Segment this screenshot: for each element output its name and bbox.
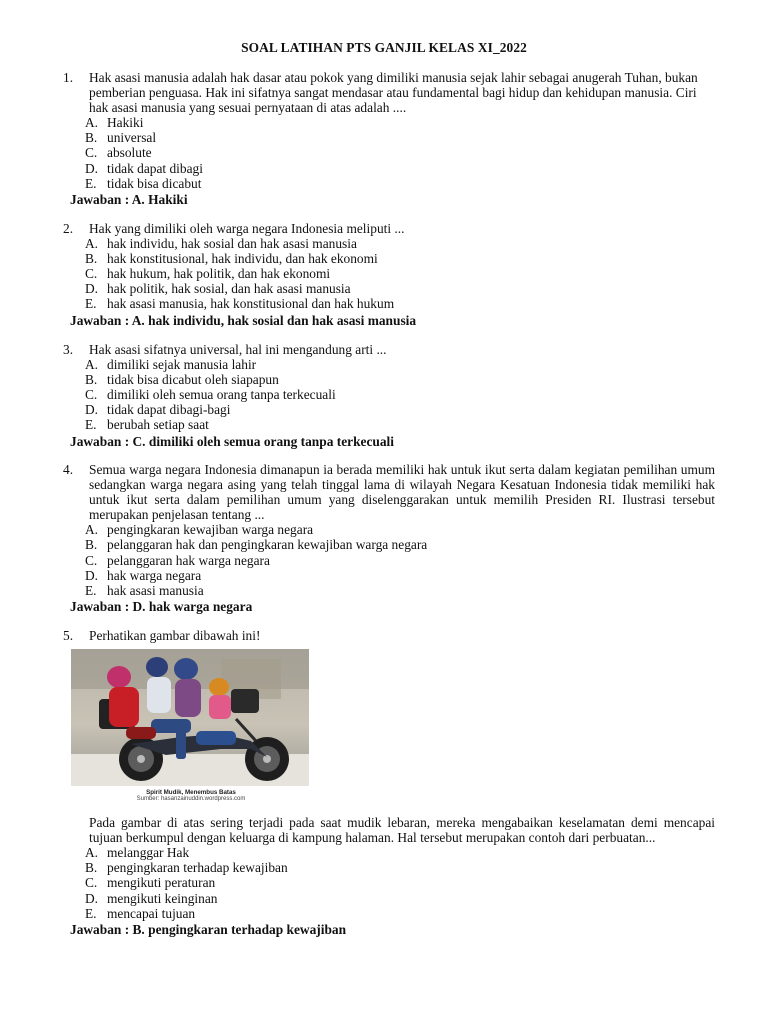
option-text: tidak bisa dicabut xyxy=(107,175,202,191)
option-d xyxy=(85,402,715,417)
option-text: pengingkaran terhadap kewajiban xyxy=(107,860,288,876)
options-list xyxy=(85,357,715,432)
option-text: pelanggaran hak dan pengingkaran kewajiban warga negara xyxy=(107,537,428,553)
option-text: pengingkaran kewajiban warga negara xyxy=(107,522,314,538)
option-e xyxy=(85,906,715,921)
option-c xyxy=(85,145,715,160)
question-number: 3. xyxy=(63,342,74,357)
option-letter: B. xyxy=(85,860,98,876)
option-a xyxy=(85,522,715,537)
question-2 xyxy=(63,221,715,328)
option-text: dimiliki sejak manusia lahir xyxy=(107,357,257,373)
option-letter: C. xyxy=(85,145,98,161)
option-c xyxy=(85,553,715,568)
option-d xyxy=(85,281,715,296)
option-letter: C. xyxy=(85,552,98,568)
question-text-continued: Pada gambar di atas sering terjadi pada saat mudik lebaran, mereka mengabaikan keselamatan demi mencapai tujuan berkumpul dengan keluarga di kampung halaman. Hal tersebut merupakan contoh dari perbuatan... xyxy=(89,815,715,846)
question-text: Hak asasi sifatnya universal, hal ini mengandung arti ... xyxy=(89,342,387,357)
options-list xyxy=(85,522,715,597)
option-letter: D. xyxy=(85,402,99,418)
question-number: 1. xyxy=(63,70,74,85)
option-letter: B. xyxy=(85,251,98,267)
option-c xyxy=(85,875,715,890)
question-text: Hak asasi manusia adalah hak dasar atau pokok yang dimiliki manusia sejak lahir sebagai anugerah Tuhan, bukan pemberian penguasa. Hak ini sifatnya sangat mendasar atau fundamental bagi hidup dan kehidupan manusia. Ciri hak asasi manusia yang sesuai pernyataan di atas adalah .... xyxy=(89,70,698,116)
question-1 xyxy=(63,70,715,207)
option-text: pelanggaran hak warga negara xyxy=(107,552,270,568)
option-text: Hakiki xyxy=(107,115,144,131)
answer-key: Jawaban : D. hak warga negara xyxy=(70,598,253,614)
document-title: SOAL LATIHAN PTS GANJIL KELAS XI_2022 xyxy=(241,40,527,55)
question-number: 4. xyxy=(63,462,74,477)
figure-source: Sumber: hasanzainuddin.wordpress.com xyxy=(136,796,246,803)
option-letter: D. xyxy=(85,160,99,176)
option-letter: A. xyxy=(85,115,99,131)
question-text: Hak yang dimiliki oleh warga negara Indonesia meliputi ... xyxy=(89,221,405,236)
question-figure xyxy=(71,649,311,803)
option-e xyxy=(85,176,715,191)
option-b xyxy=(85,860,715,875)
option-letter: B. xyxy=(85,130,98,146)
option-letter: E. xyxy=(85,582,97,598)
option-b xyxy=(85,537,715,552)
options-list xyxy=(85,845,715,920)
option-text: absolute xyxy=(107,145,152,161)
option-letter: D. xyxy=(85,890,99,906)
option-letter: C. xyxy=(85,266,98,282)
option-e xyxy=(85,296,715,311)
option-letter: E. xyxy=(85,905,97,921)
option-letter: E. xyxy=(85,296,97,312)
option-b xyxy=(85,251,715,266)
option-c xyxy=(85,387,715,402)
option-text: hak politik, hak sosial, dan hak asasi manusia xyxy=(107,281,351,297)
option-text: hak asasi manusia xyxy=(107,582,204,598)
option-text: mengikuti keinginan xyxy=(107,890,218,906)
answer-key: Jawaban : A. hak individu, hak sosial dan hak asasi manusia xyxy=(70,312,417,328)
answer-key: Jawaban : C. dimiliki oleh semua orang tanpa terkecuali xyxy=(70,433,394,449)
option-c xyxy=(85,266,715,281)
option-b xyxy=(85,372,715,387)
question-3 xyxy=(63,342,715,449)
option-e xyxy=(85,583,715,598)
option-text: melanggar Hak xyxy=(107,845,190,861)
option-b xyxy=(85,130,715,145)
answer-key: Jawaban : A. Hakiki xyxy=(70,191,188,207)
option-text: hak konstitusional, hak individu, dan hak ekonomi xyxy=(107,251,378,267)
question-number: 5. xyxy=(63,628,74,643)
option-text: hak individu, hak sosial dan hak asasi manusia xyxy=(107,236,357,252)
option-letter: B. xyxy=(85,372,98,388)
option-letter: A. xyxy=(85,845,99,861)
option-text: universal xyxy=(107,130,157,146)
option-text: mencapai tujuan xyxy=(107,905,196,921)
option-d xyxy=(85,161,715,176)
question-text: Semua warga negara Indonesia dimanapun ia berada memiliki hak untuk ikut serta dalam kegiatan pemilihan umum sedangkan warga negara asing yang telah tinggal lama di wilayah Negara Kesatuan Indonesia tidak memiliki hak untuk ikut serta dalam pemilihan umum yang diselenggarakan untuk memilih Presiden RI. Ilustrasi tersebut merupakan penjelasan tentang ... xyxy=(89,462,715,523)
options-list xyxy=(85,236,715,311)
option-a xyxy=(85,236,715,251)
option-letter: A. xyxy=(85,357,99,373)
options-list xyxy=(85,115,715,190)
option-text: hak warga negara xyxy=(107,567,202,583)
figure-caption: Spirit Mudik, Menembus Batas xyxy=(146,789,236,797)
option-a xyxy=(85,845,715,860)
option-letter: D. xyxy=(85,281,99,297)
motorcycle-family-photo xyxy=(71,649,309,786)
option-letter: D. xyxy=(85,567,99,583)
option-e xyxy=(85,417,715,432)
answer-key: Jawaban : B. pengingkaran terhadap kewajiban xyxy=(70,921,347,937)
option-letter: B. xyxy=(85,537,98,553)
option-letter: E. xyxy=(85,417,97,433)
option-letter: A. xyxy=(85,236,99,252)
option-text: berubah setiap saat xyxy=(107,417,209,433)
option-letter: A. xyxy=(85,522,99,538)
option-text: hak asasi manusia, hak konstitusional dan hak hukum xyxy=(107,296,395,312)
option-letter: E. xyxy=(85,175,97,191)
option-letter: C. xyxy=(85,875,98,891)
question-number: 2. xyxy=(63,221,74,236)
option-text: tidak dapat dibagi-bagi xyxy=(107,402,231,418)
question-4 xyxy=(63,462,715,614)
option-d xyxy=(85,568,715,583)
option-letter: C. xyxy=(85,387,98,403)
option-text: hak hukum, hak politik, dan hak ekonomi xyxy=(107,266,331,282)
option-d xyxy=(85,891,715,906)
question-text: Perhatikan gambar dibawah ini! xyxy=(89,628,261,643)
option-text: tidak dapat dibagi xyxy=(107,160,203,176)
option-text: mengikuti peraturan xyxy=(107,875,216,891)
option-text: dimiliki oleh semua orang tanpa terkecuali xyxy=(107,387,336,403)
option-a xyxy=(85,357,715,372)
option-text: tidak bisa dicabut oleh siapapun xyxy=(107,372,279,388)
question-5 xyxy=(63,628,715,937)
option-a xyxy=(85,115,715,130)
